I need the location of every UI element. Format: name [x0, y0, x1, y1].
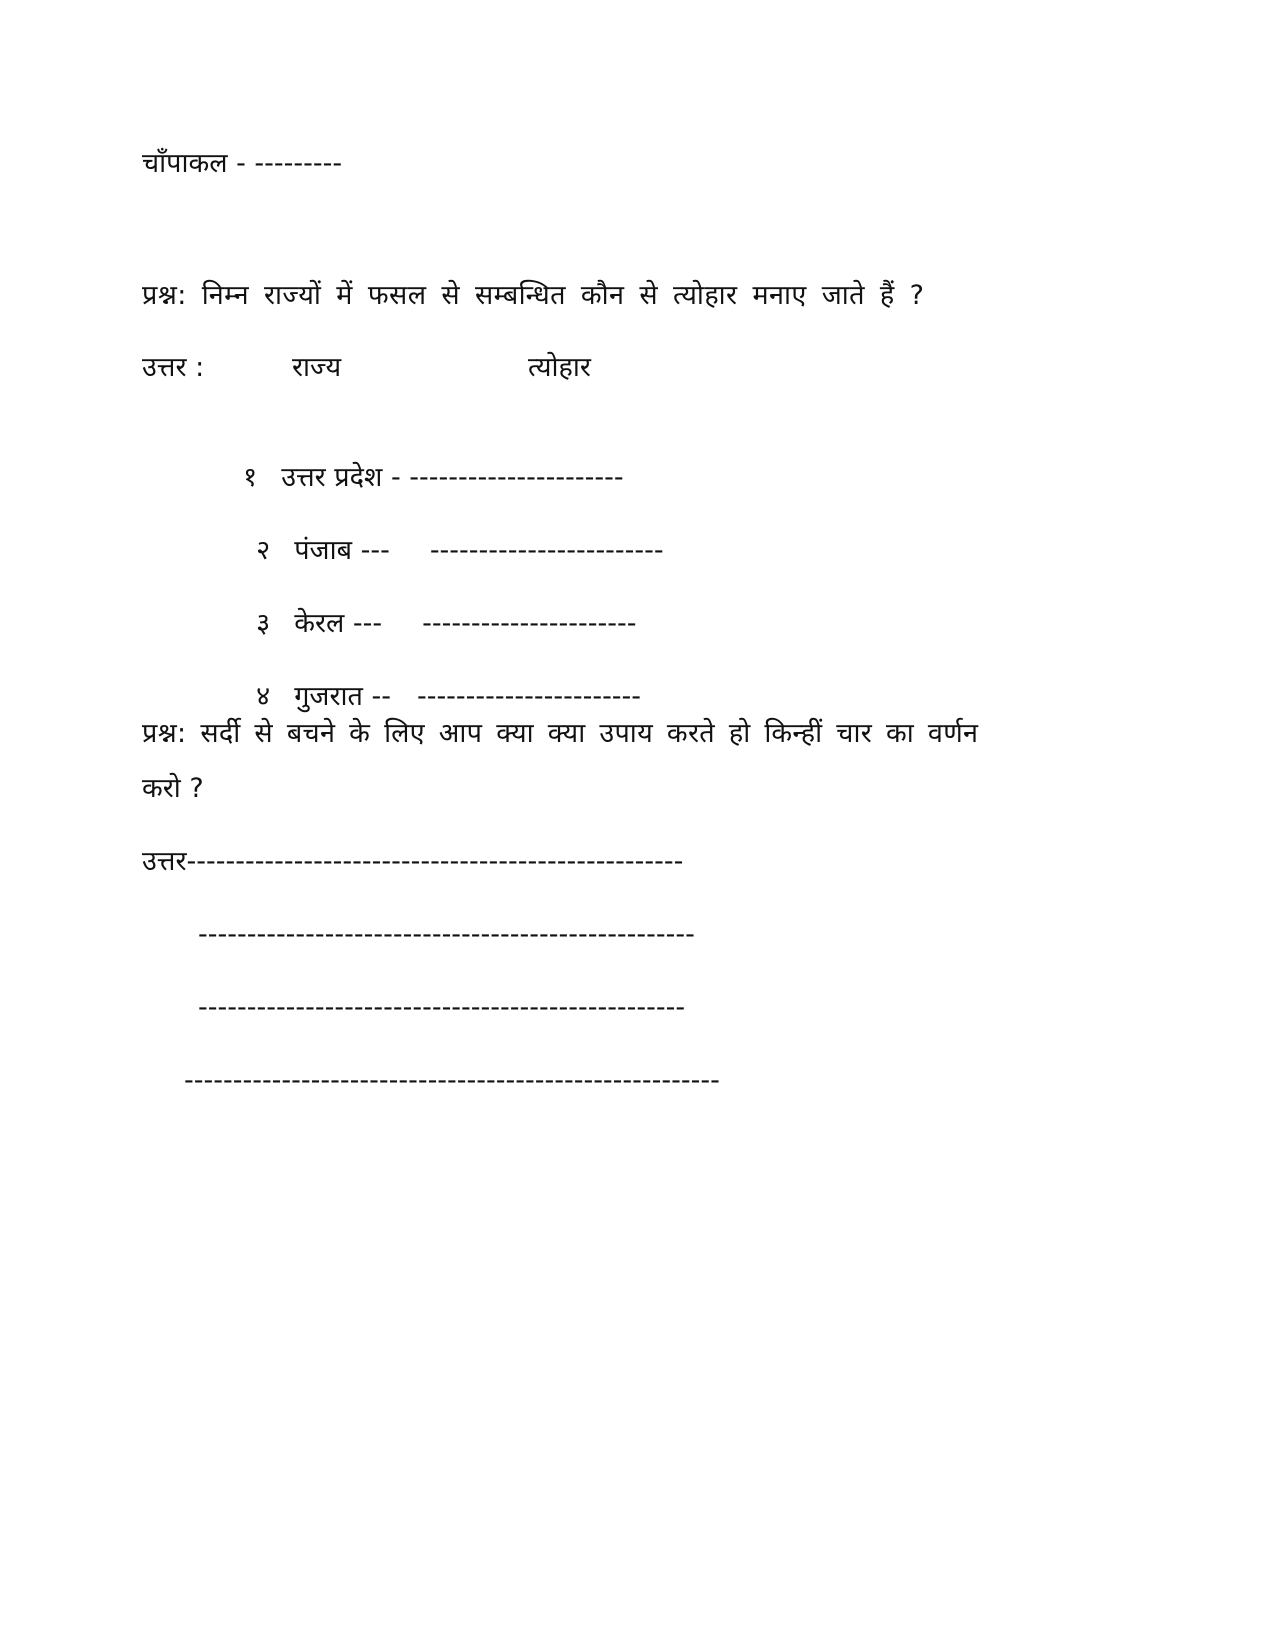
question-1: प्रश्न: निम्न राज्यों में फसल से सम्बन्धित कौन से त्योहार मनाए जाते हैं ? — [142, 280, 925, 311]
answer-label-1: उत्तर : — [142, 352, 205, 383]
state-name: उत्तर प्रदेश - — [281, 462, 410, 493]
question-2-line-1: प्रश्न: सर्दी से बचने के लिए आप क्या क्या उपाय करते हो किन्हीं चार का वर्णन — [142, 718, 979, 749]
state-row — [226, 424, 624, 496]
state-name: पंजाब --- — [294, 535, 390, 566]
festival-blank: ------------------------ — [429, 535, 664, 566]
column-header-festival: त्योहार — [528, 352, 591, 383]
chapakal-line: चाँपाकल - --------- — [142, 148, 343, 179]
state-row — [239, 643, 641, 715]
blank-answer-line: --------------------------------------------------- — [198, 919, 695, 950]
row-number: २ — [256, 535, 271, 566]
column-header-state: राज्य — [292, 352, 342, 383]
festival-blank: ---------------------- — [422, 608, 637, 639]
festival-blank: ----------------------- — [416, 681, 642, 712]
row-number: १ — [243, 462, 258, 493]
row-number: ३ — [256, 608, 271, 639]
row-number: ४ — [256, 681, 271, 712]
question-2-line-2: करो ? — [142, 773, 204, 804]
festival-blank: ---------------------- — [409, 462, 624, 493]
state-row — [239, 497, 664, 569]
state-name: गुजरात -- — [294, 681, 391, 712]
blank-answer-line: -------------------------------------------------- — [198, 992, 686, 1023]
state-name: केरल --- — [294, 608, 383, 639]
state-row — [239, 570, 636, 642]
blank-answer-line: ------------------------------------------------------- — [184, 1065, 720, 1096]
answer-line-2: उत्तर--------------------------------------------------- — [142, 846, 684, 877]
